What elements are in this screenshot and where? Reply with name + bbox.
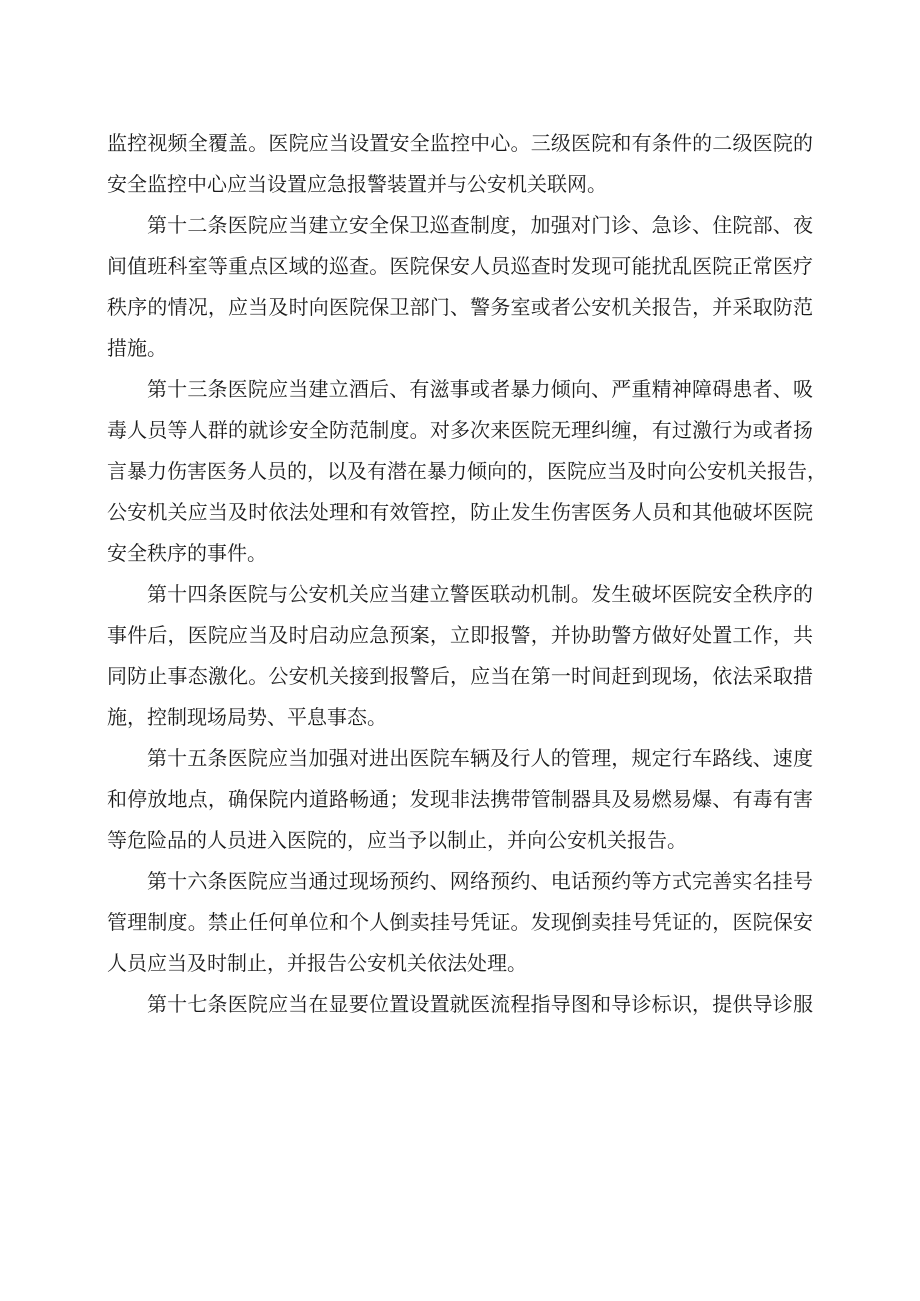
paragraph-article-13 (107, 369, 827, 574)
text-line: 等危险品的人员进入医院的，应当予以制止，并向公安机关报告。 (107, 828, 687, 852)
paragraph-article-17 (107, 984, 813, 1025)
text-line: 第十六条医院应当通过现场预约、网络预约、电话预约等方式完善实名挂号 (147, 869, 813, 893)
text-line: 第十三条医院应当建立酒后、有滋事或者暴力倾向、严重精神障碍患者、吸 (147, 377, 813, 401)
text-line: 人员应当及时制止，并报告公安机关依法处理。 (107, 951, 527, 975)
paragraph-continuation (107, 123, 813, 205)
text-line: 措施。 (107, 336, 167, 360)
text-line: 同防止事态激化。公安机关接到报警后，应当在第一时间赶到现场，依法采取措 (107, 664, 813, 688)
text-line: 事件后，医院应当及时启动应急预案，立即报警，并协助警方做好处置工作，共 (107, 623, 813, 647)
paragraph-article-14 (107, 574, 813, 738)
text-line: 间值班科室等重点区域的巡查。医院保安人员巡查时发现可能扰乱医院正常医疗 (107, 254, 813, 278)
text-line: 管理制度。禁止任何单位和个人倒卖挂号凭证。发现倒卖挂号凭证的，医院保安 (107, 910, 813, 934)
paragraph-article-12 (107, 205, 813, 369)
text-line: 安全监控中心应当设置应急报警装置并与公安机关联网。 (107, 172, 607, 196)
text-line: 第十七条医院应当在显要位置设置就医流程指导图和导诊标识，提供导诊服 (147, 992, 813, 1016)
text-line: 施，控制现场局势、平息事态。 (107, 705, 387, 729)
text-line: 监控视频全覆盖。医院应当设置安全监控中心。三级医院和有条件的二级医院的 (107, 131, 813, 155)
text-line: 言暴力伤害医务人员的，以及有潜在暴力倾向的，医院应当及时向公安机关报告， (107, 459, 827, 483)
paragraph-article-16 (107, 861, 813, 984)
text-line: 公安机关应当及时依法处理和有效管控，防止发生伤害医务人员和其他破坏医院 (107, 500, 813, 524)
document-body (107, 123, 827, 1025)
text-line: 毒人员等人群的就诊安全防范制度。对多次来医院无理纠缠，有过激行为或者扬 (107, 418, 813, 442)
paragraph-article-15 (107, 738, 813, 861)
text-line: 第十四条医院与公安机关应当建立警医联动机制。发生破坏医院安全秩序的 (147, 582, 813, 606)
text-line: 安全秩序的事件。 (107, 541, 267, 565)
text-line: 第十五条医院应当加强对进出医院车辆及行人的管理，规定行车路线、速度 (147, 746, 813, 770)
text-line: 第十二条医院应当建立安全保卫巡查制度，加强对门诊、急诊、住院部、夜 (147, 213, 813, 237)
text-line: 和停放地点，确保院内道路畅通；发现非法携带管制器具及易燃易爆、有毒有害 (107, 787, 813, 811)
text-line: 秩序的情况，应当及时向医院保卫部门、警务室或者公安机关报告，并采取防范 (107, 295, 813, 319)
